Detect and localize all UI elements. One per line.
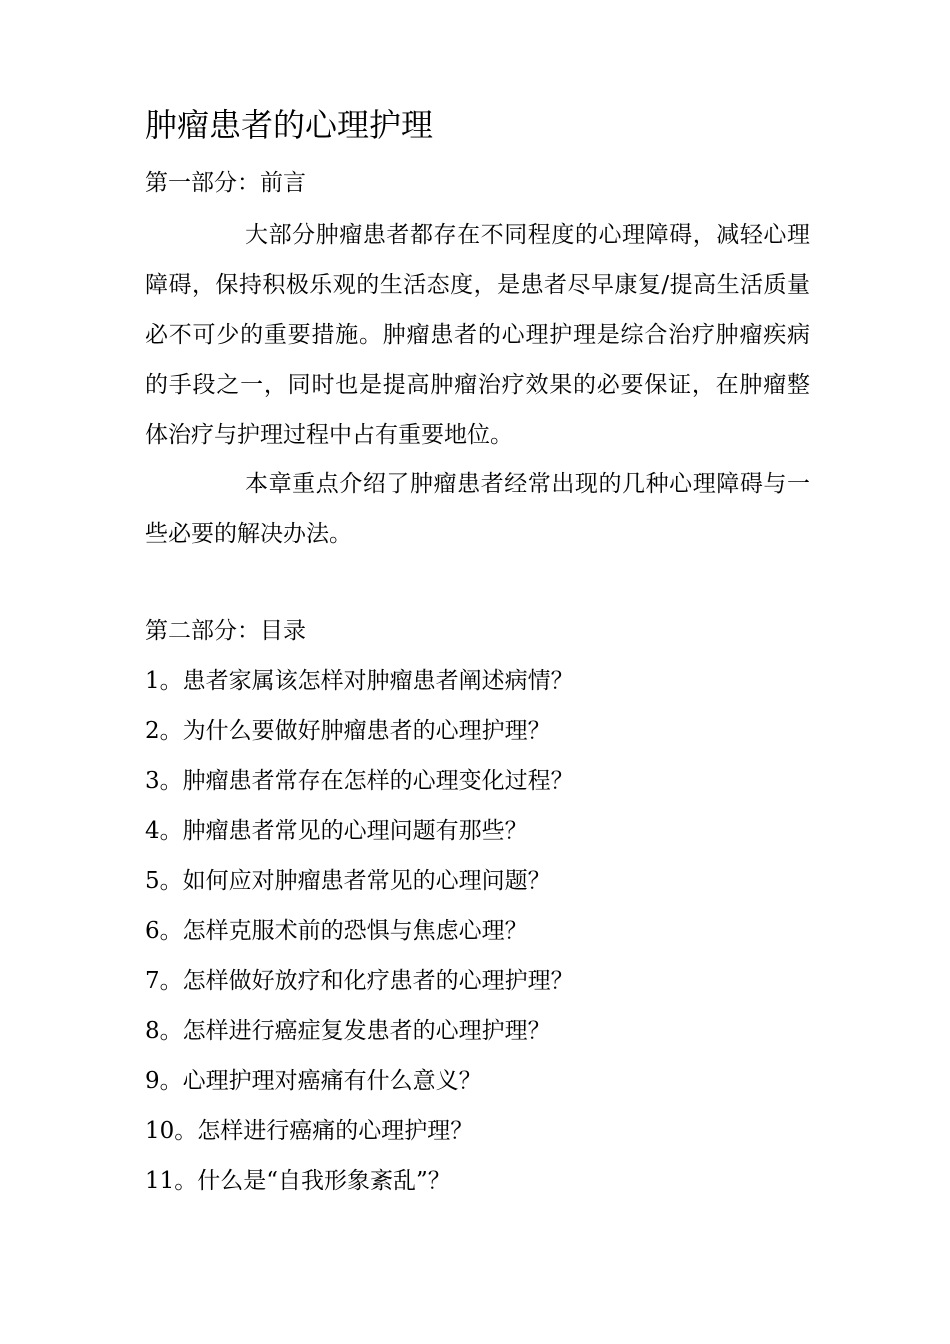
section-heading-contents: 第二部分：目录 xyxy=(145,618,306,644)
toc-item: 11。什么是“自我形象紊乱”？ xyxy=(145,1168,451,1194)
toc-item: 1。患者家属该怎样对肿瘤患者阐述病情？ xyxy=(145,668,574,694)
toc-item: 8。怎样进行癌症复发患者的心理护理？ xyxy=(145,1018,551,1044)
toc-item: 6。怎样克服术前的恐惧与焦虑心理？ xyxy=(145,918,528,944)
toc-item: 2。为什么要做好肿瘤患者的心理护理？ xyxy=(145,718,551,744)
toc-item: 4。肿瘤患者常见的心理问题有那些？ xyxy=(145,818,528,844)
toc-item: 10。怎样进行癌痛的心理护理？ xyxy=(145,1118,474,1144)
toc-item: 3。肿瘤患者常存在怎样的心理变化过程？ xyxy=(145,768,574,794)
preface-paragraph-2: 本章重点介绍了肿瘤患者经常出现的几种心理障碍与一些必要的解决办法。 xyxy=(145,471,810,547)
toc-item: 9。心理护理对癌痛有什么意义？ xyxy=(145,1068,482,1094)
table-of-contents xyxy=(145,664,574,1214)
toc-item: 7。怎样做好放疗和化疗患者的心理护理？ xyxy=(145,968,574,994)
toc-item: 5。如何应对肿瘤患者常见的心理问题？ xyxy=(145,868,551,894)
section-heading-preface: 第一部分：前言 xyxy=(145,170,306,196)
preface-paragraph-1: 大部分肿瘤患者都存在不同程度的心理障碍，减轻心理障碍，保持积极乐观的生活态度，是患者尽早康复/提高生活质量必不可少的重要措施。肿瘤患者的心理护理是综合治疗肿瘤疾病的手段之一，同时也是提高肿瘤治疗效果的必要保证，在肿瘤整体治疗与护理过程中占有重要地位。 xyxy=(145,222,810,448)
document-title: 肿瘤患者的心理护理 xyxy=(145,106,434,144)
